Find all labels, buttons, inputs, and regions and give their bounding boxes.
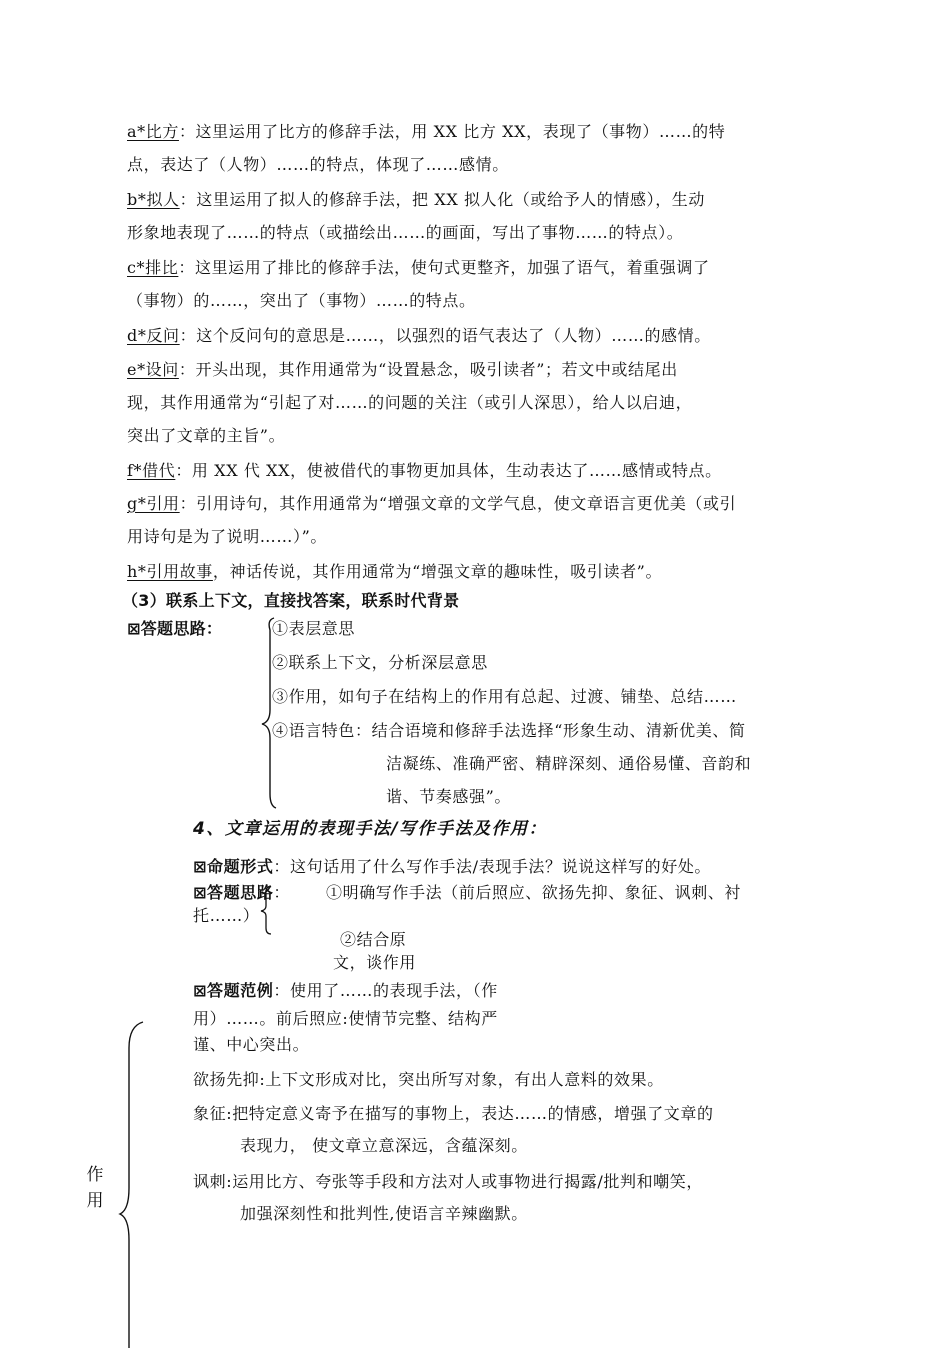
section4-example-line3: 谨、中心突出。	[193, 1035, 310, 1054]
rhetoric-g-line2: 用诗句是为了说明……）”。	[127, 527, 327, 546]
curly-brace-icon	[258, 614, 278, 810]
section3-heading: （3）联系上下文，直接找答案，联系时代背景	[122, 591, 460, 610]
rhetoric-term: a*比方	[127, 122, 179, 141]
small-brace-icon	[259, 884, 273, 936]
technique-fengci-line2: 加强深刻性和批判性,使语言辛辣幽默。	[240, 1204, 528, 1223]
section4-heading: 4、文章运用的表现手法/写作手法及作用：	[193, 819, 548, 839]
rhetoric-e-line2: 现，其作用通常为“引起了对……的问题的关注（或引人深思），给人以启迪，	[127, 393, 693, 412]
section4-idea-step1-cont: 托……）	[193, 906, 260, 925]
section4-idea-step2b: 文，谈作用	[333, 953, 417, 972]
side-label-zuoyong: 作用	[86, 1165, 104, 1211]
rhetoric-c-line1	[127, 257, 710, 279]
bullet-box-icon: ⊠	[127, 619, 141, 638]
rhetoric-text: ：用 XX 代 XX，使被借代的事物更加具体，生动表达了……感情或特点。	[175, 461, 722, 480]
technique-xiangzheng-line2: 表现力， 使文章立意深远，含蕴深刻。	[240, 1136, 528, 1155]
rhetoric-b-line2: 形象地表现了……的特点（或描绘出……的画面，写出了事物……的特点）。	[127, 223, 684, 242]
section4-idea-step2a: ②结合原	[340, 930, 407, 949]
section3-label: ⊠答题思路：	[127, 619, 223, 638]
section3-step4-cont2: 谐、节奏感强”。	[386, 787, 511, 806]
rhetoric-text: ：引用诗句，其作用通常为“增强文章的文学气息，使文章语言更优美（或引	[179, 494, 737, 513]
section4-idea-label: ⊠答题思路：	[193, 883, 291, 902]
rhetoric-term: g*引用	[127, 494, 180, 513]
section3-step2: ②联系上下文，分析深层意思	[272, 653, 488, 672]
technique-yuyangxianyi: 欲扬先抑:上下文形成对比，突出所写对象，有出人意料的效果。	[193, 1070, 664, 1089]
rhetoric-term: e*设问	[127, 360, 179, 379]
rhetoric-text: ，神话传说，其作用通常为“增强文章的趣味性，吸引读者”。	[212, 562, 663, 581]
rhetoric-c-line2: （事物）的……，突出了（事物）……的特点。	[127, 291, 476, 310]
rhetoric-term: f*借代	[127, 461, 176, 480]
section3-step4: ④语言特色：结合语境和修辞手法选择“形象生动、清新优美、简	[272, 721, 746, 740]
section3-step4-cont1: 洁凝练、准确严密、精辟深刻、通俗易懂、音韵和	[386, 754, 752, 773]
section4-idea-step1: ①明确写作手法（前后照应、欲扬先抑、象征、讽刺、衬	[326, 883, 742, 902]
bullet-box-icon: ⊠	[193, 981, 208, 1000]
section4-example-line2: 用）……。前后照应:使情节完整、结构严	[193, 1009, 498, 1028]
rhetoric-h-line1	[127, 561, 662, 583]
rhetoric-term: d*反问	[127, 326, 180, 345]
rhetoric-text: ：这里运用了拟人的修辞手法，把 XX 拟人化（或给予人的情感），生动	[179, 190, 706, 209]
rhetoric-text: ：这里运用了排比的修辞手法，使句式更整齐，加强了语气，着重强调了	[178, 258, 710, 277]
technique-fengci-line1: 讽刺:运用比方、夸张等手段和方法对人或事物进行揭露/批判和嘲笑，	[193, 1172, 703, 1191]
bullet-box-icon: ⊠	[193, 883, 208, 902]
rhetoric-a-line2: 点，表达了（人物）……的特点，体现了……感情。	[127, 155, 509, 174]
rhetoric-text: ：这个反问句的意思是……，以强烈的语气表达了（人物）……的感情。	[179, 326, 711, 345]
rhetoric-text: ：开头出现，其作用通常为“设置悬念，吸引读者”；若文中或结尾出	[178, 360, 678, 379]
rhetoric-term: h*引用故事	[127, 562, 213, 581]
rhetoric-e-line3: 突出了文章的主旨”。	[127, 426, 286, 445]
section3-step1: ①表层意思	[272, 619, 356, 638]
rhetoric-f-line1	[127, 460, 722, 482]
section3-step3: ③作用，如句子在结构上的作用有总起、过渡、铺垫、总结……	[272, 687, 737, 706]
rhetoric-e-line1	[127, 359, 678, 381]
rhetoric-term: c*排比	[127, 258, 179, 277]
large-brace-icon	[116, 1018, 146, 1348]
section4-example-line1: ⊠答题范例：使用了……的表现手法，（作	[193, 981, 498, 1000]
rhetoric-b-line1	[127, 189, 705, 211]
bullet-box-icon: ⊠	[193, 857, 208, 876]
rhetoric-d-line1	[127, 325, 711, 347]
rhetoric-term: b*拟人	[127, 190, 180, 209]
rhetoric-a-line1	[127, 121, 725, 143]
section4-form-line: ⊠命题形式：这句话用了什么写作手法/表现手法？说说这样写的好处。	[193, 857, 712, 876]
technique-xiangzheng-line1: 象征:把特定意义寄予在描写的事物上，表达……的情感，增强了文章的	[193, 1104, 714, 1123]
rhetoric-text: ：这里运用了比方的修辞手法，用 XX 比方 XX，表现了（事物）……的特	[178, 122, 726, 141]
rhetoric-g-line1	[127, 493, 736, 515]
